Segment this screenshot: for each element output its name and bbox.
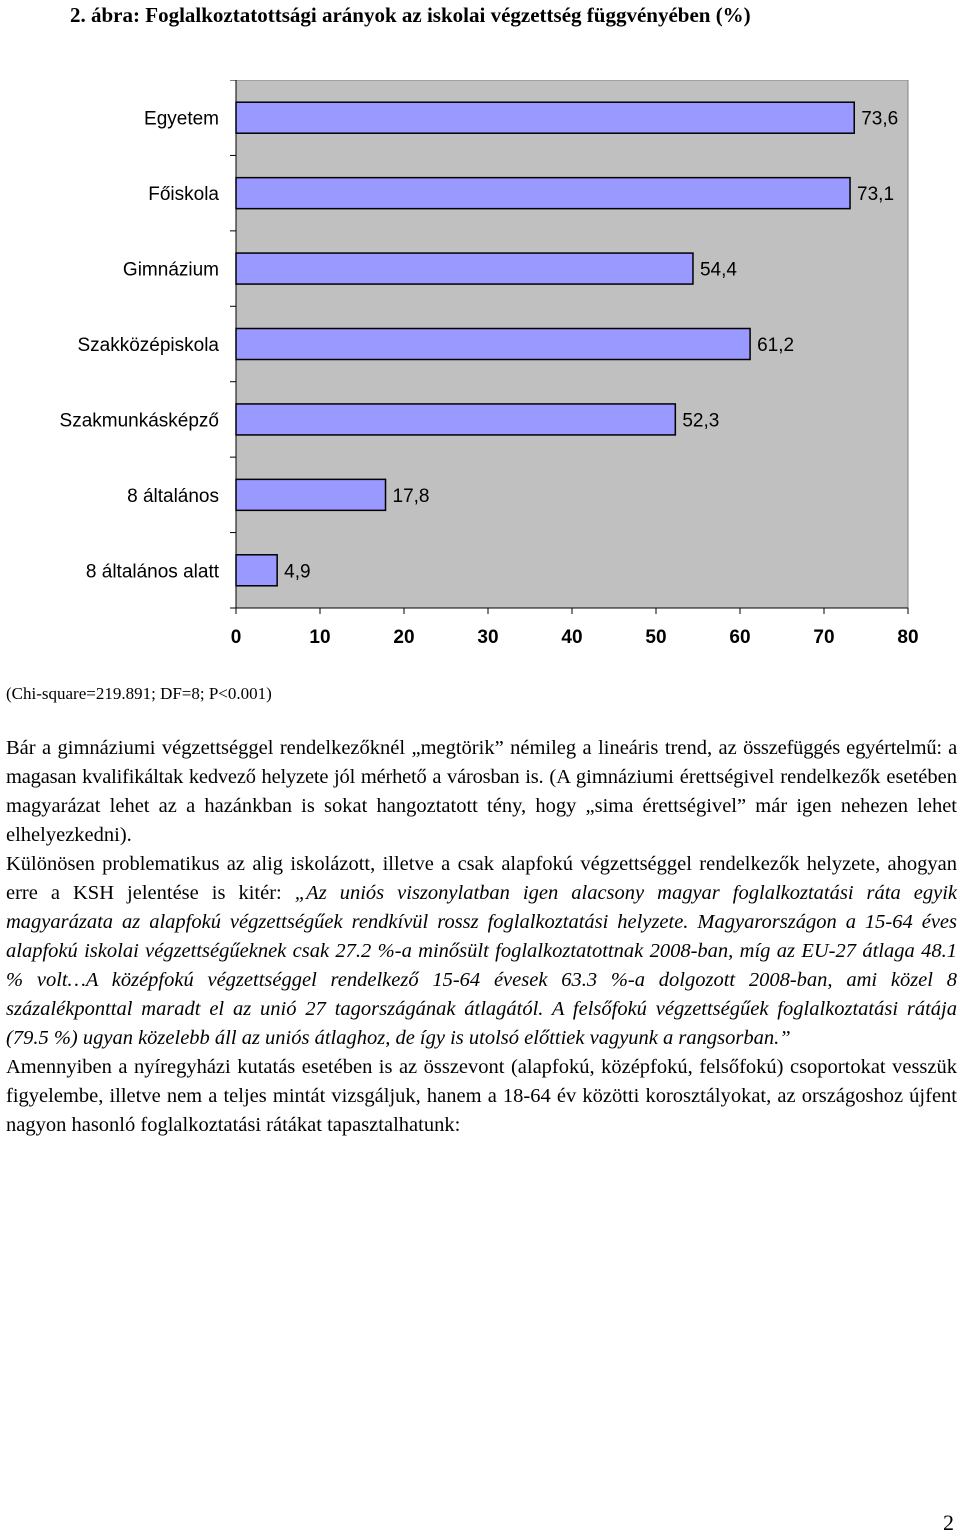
paragraph-3: Amennyiben a nyíregyházi kutatás esetében is az összevont (alapfokú, középfokú, felsőfokú) csoportokat vesszük figyelembe, illetve nem a teljes mintát vizsgáljuk, hanem a 18-64 év közötti korosztályokat, az országoshoz újfent nagyon hasonló foglalkoztatási rátákat tapasztalhatunk: xyxy=(6,1056,957,1136)
data-label: 73,1 xyxy=(857,184,895,206)
page-number: 2 xyxy=(943,1510,954,1535)
bar xyxy=(236,329,750,360)
x-axis xyxy=(231,608,919,648)
data-label: 4,9 xyxy=(284,561,311,583)
paragraph-2 xyxy=(6,850,957,1053)
bar-chart xyxy=(0,80,960,660)
figure-title: 2. ábra: Foglalkoztatottsági arányok az iskolai végzettség függvényében (%) xyxy=(70,3,751,27)
bar xyxy=(236,479,386,510)
x-tick-label: 20 xyxy=(393,627,415,648)
body-text xyxy=(6,734,957,1140)
category-label: Szakmunkásképző xyxy=(59,410,219,432)
data-label: 17,8 xyxy=(392,485,430,507)
category-label: Szakközépiskola xyxy=(77,335,219,356)
paragraph-1-line-3: (A gimnáziumi érettségivel rendelkezők esetében magyarázat lehet az a hazánkban is sokat xyxy=(6,766,957,817)
category-label: Főiskola xyxy=(148,184,219,206)
category-label: Egyetem xyxy=(144,108,219,130)
x-tick-label: 70 xyxy=(813,627,835,648)
paragraph-1-line-2: összefüggés egyértelmű: a magasan kvalifikáltak kedvező helyzete jól mérhető a városban is. xyxy=(6,737,958,788)
data-label: 73,6 xyxy=(861,108,899,130)
category-label: Gimnázium xyxy=(122,259,219,281)
paragraph-2-text: Különösen problematikus az alig iskolázott, illetve a csak alapfokú végzettséggel rendelkezők helyzete, ahogyan erre a KSH jelentése is kitér: xyxy=(6,853,957,904)
category-label: 8 általános xyxy=(127,485,219,507)
x-tick-label: 60 xyxy=(729,627,751,648)
chi-square-note: (Chi-square=219.891; DF=8; P<0.001) xyxy=(6,684,272,703)
x-tick-label: 40 xyxy=(561,627,583,648)
bar xyxy=(236,404,675,435)
ksh-quote: „Az uniós viszonylatban igen alacsony magyar foglalkoztatási ráta egyik magyarázata az alapfokú végzettségűek rendkívül rossz foglalkoztatási helyzete. Magyarországon a 15-64 éves alapfokú iskolai végzettségűeknek csak 27.2 %-a minősült foglalkoztatottnak 2008-ban, míg az EU-27 átlaga 48.1 % volt…A középfokú végzettséggel rendelkező 15-64 évesek 63.3 %-a dolgozott 2008-ban, ami közel 8 százalékponttal maradt el az unió 27 tagországának átlagától. A felsőfokú végzettségűek foglalkoztatási rátája (79.5 %) ugyan közelebb áll az uniós átlaghoz, de így is utolsó előttiek vagyunk a rangsorban.” xyxy=(6,882,957,1049)
data-label: 54,4 xyxy=(699,259,737,281)
data-label: 61,2 xyxy=(757,335,795,356)
bar xyxy=(236,178,850,209)
category-label: 8 általános alatt xyxy=(85,561,219,583)
paragraph-1 xyxy=(6,734,957,850)
paragraph-1-line-1: Bár a gimnáziumi végzettséggel rendelkezőknél „megtörik” némileg a lineáris trend, az xyxy=(6,737,737,759)
bar xyxy=(236,555,277,586)
x-tick-label: 30 xyxy=(477,627,499,648)
paragraph-1-line-4: hangoztatott tény, hogy „sima érettségivel” már igen nehezen lehet elhelyezkedni). xyxy=(6,795,958,846)
x-tick-label: 80 xyxy=(897,627,919,648)
x-tick-label: 0 xyxy=(230,627,242,648)
bar xyxy=(236,253,693,284)
y-axis xyxy=(60,80,236,608)
x-tick-label: 50 xyxy=(645,627,667,648)
data-label: 52,3 xyxy=(682,410,720,432)
bar xyxy=(236,102,854,133)
x-tick-label: 10 xyxy=(309,627,331,648)
